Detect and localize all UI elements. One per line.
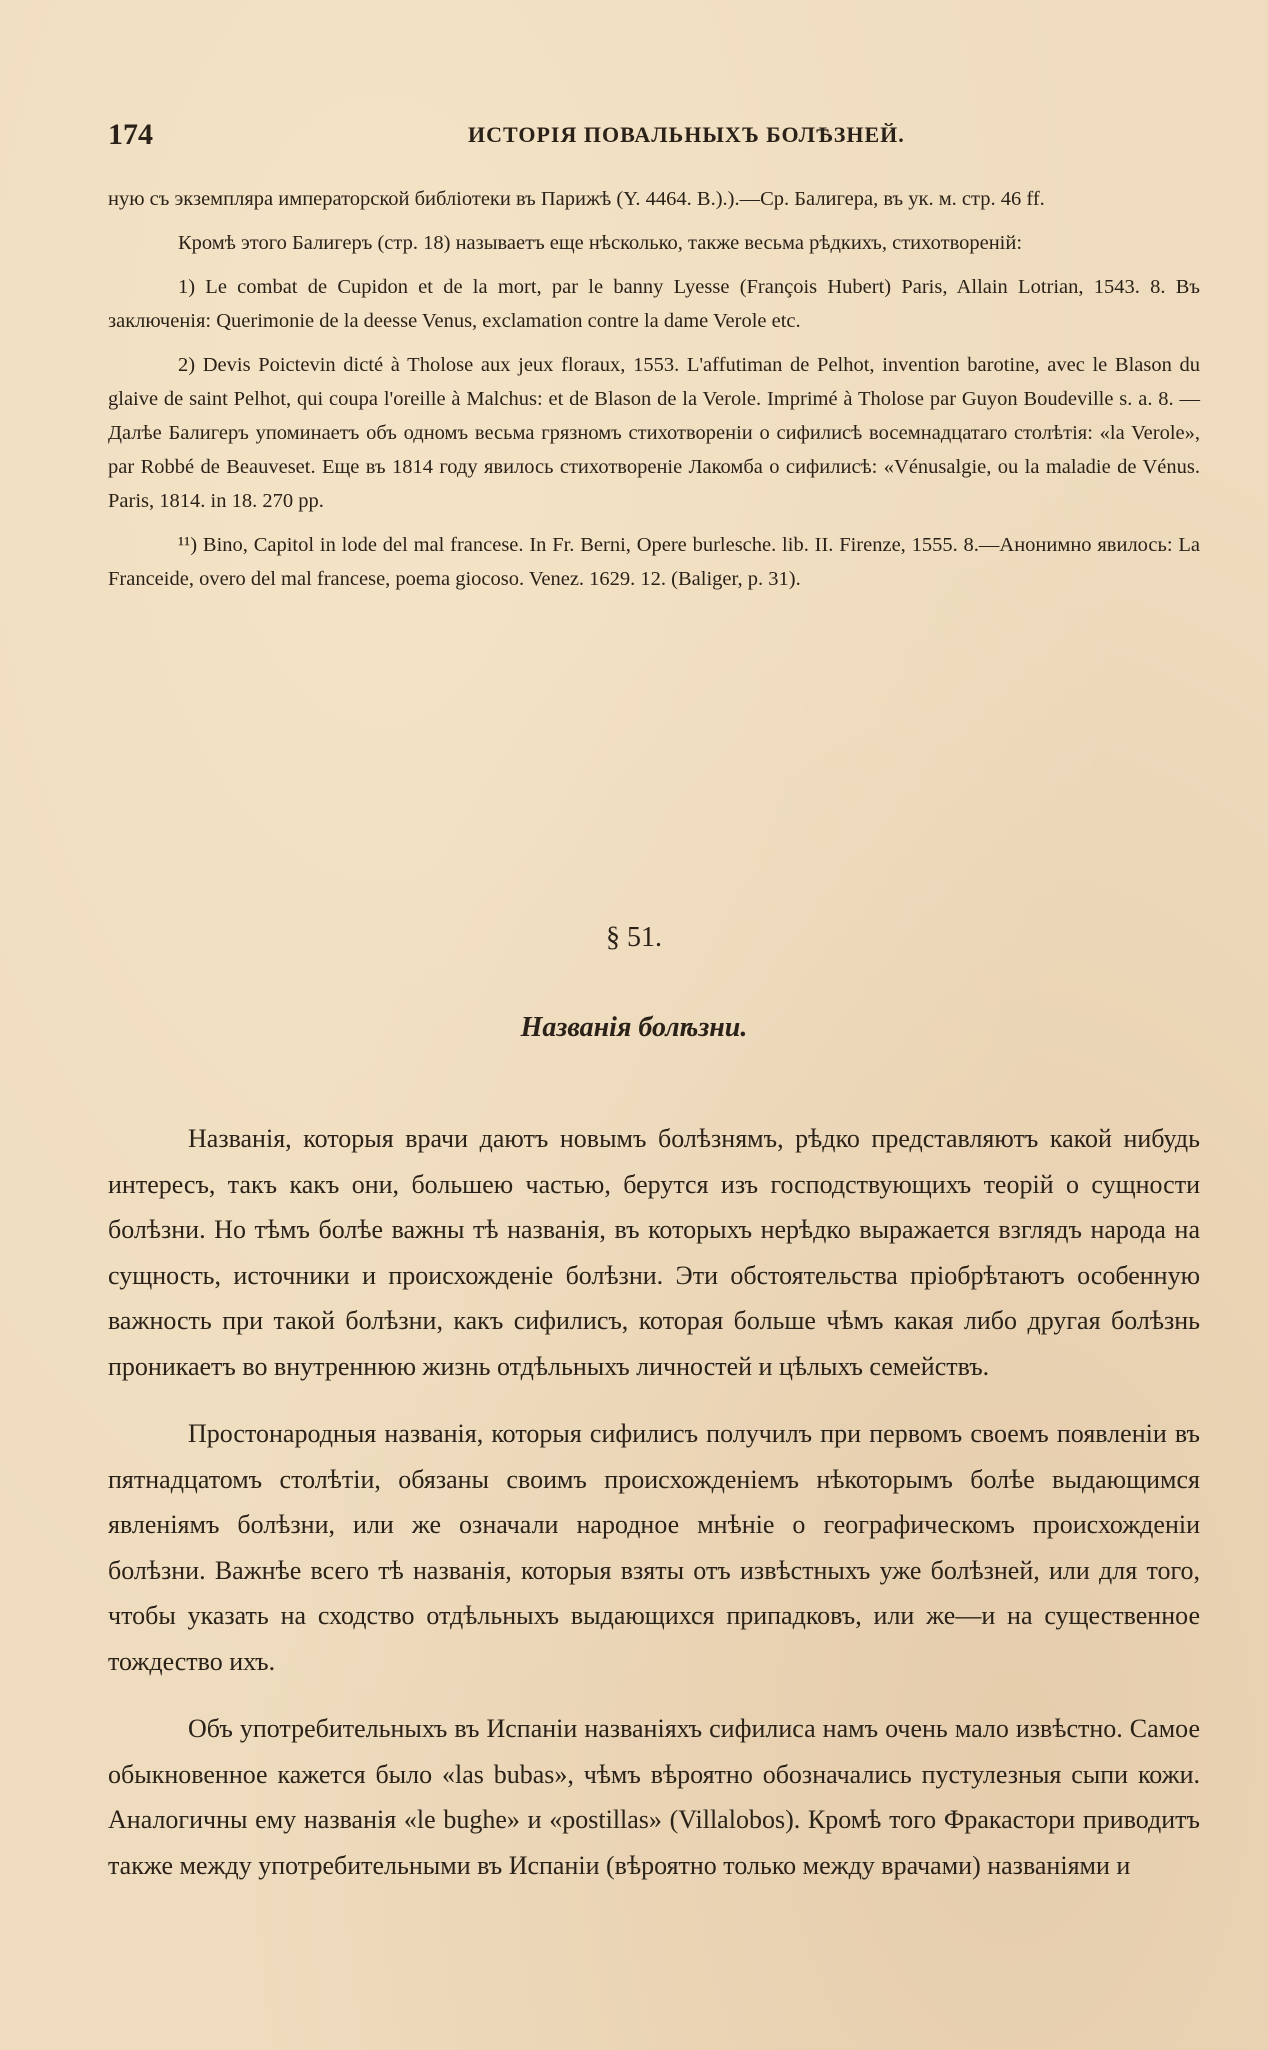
footnote-paragraph: 1) Le combat de Cupidon et de la mort, par le banny Lyesse (François Hubert) Paris, Allain Lotrian, 1543. 8. Въ заключенія: Querimonie de la deesse Venus, exclamation contre la dame Verole etc. — [108, 276, 1200, 332]
body-paragraph: Простонародныя названія, которыя сифилисъ получилъ при первомъ своемъ появленіи въ пятнадцатомъ столѣтіи, обязаны своимъ происхожденіемъ нѣкоторымъ болѣе выдающимся явленіямъ болѣзни, или же означали народное мнѣніе о географическомъ происхожденіи болѣзни. Важнѣе всего тѣ названія, которыя взяты отъ извѣстныхъ уже болѣзней, или для того, чтобы указать на сходство отдѣльныхъ выдающихся припадковъ, или же—и на существенное тождество ихъ. — [108, 1419, 1200, 1676]
footnotes-block — [108, 182, 1200, 606]
page-header — [108, 118, 1200, 158]
body-paragraph: Объ употребительныхъ въ Испаніи названіяхъ сифилиса намъ очень мало извѣстно. Самое обыкновенное кажется было «las bubas», чѣмъ вѣроятно обозначались пустулезныя сыпи кожи. Аналогичны ему названія «le bughe» и «postillas» (Villalobos). Кромѣ того Фракастори приводитъ также между употребительными въ Испаніи (вѣроятно только между врачами) названіями и — [108, 1714, 1200, 1880]
running-title: ИСТОРІЯ ПОВАЛЬНЫХЪ БОЛѢЗНЕЙ. — [468, 122, 905, 147]
main-text — [108, 1116, 1200, 1910]
page-number: 174 — [108, 118, 153, 151]
footnote-paragraph: Кромѣ этого Балигеръ (стр. 18) называетъ еще нѣсколько, также весьма рѣдкихъ, стихотвореній: — [178, 232, 1023, 254]
section-title: Названія болѣзни. — [520, 1012, 748, 1043]
footnote-paragraph: ную съ экземпляра императорской библіотеки въ Парижѣ (Y. 4464. B.).).—Ср. Балигера, въ ук. м. стр. 46 ff. — [108, 188, 1045, 210]
footnote-paragraph: 2) Devis Poictevin dicté à Tholose aux jeux floraux, 1553. L'affutiman de Pelhot, invention barotine, avec le Blason du glaive de saint Pelhot, qui coupa l'oreille à Malchus: et de Blason de la Verole. Imprimé à Tholose par Guyon Boudeville s. a. 8. — Далѣе Балигеръ упоминаетъ объ одномъ весьма грязномъ стихотвореніи о сифилисѣ восемнадцатаго столѣтія: «la Verole», par Robbé de Beauveset. Еще въ 1814 году явилось стихотвореніе Лакомба о сифилисѣ: «Vénusalgie, ou la maladie de Vénus. Paris, 1814. in 18. 270 pp. — [108, 354, 1200, 512]
section-number: § 51. — [606, 922, 662, 953]
body-paragraph: Названія, которыя врачи даютъ новымъ болѣзнямъ, рѣдко представляютъ какой нибудь интересъ, такъ какъ они, большею частью, берутся изъ господствующихъ теорій о сущности болѣзни. Но тѣмъ болѣе важны тѣ названія, въ которыхъ нерѣдко выражается взглядъ народа на сущность, источники и происхожденіе болѣзни. Эти обстоятельства пріобрѣтаютъ особенную важность при такой болѣзни, какъ сифилисъ, которая больше чѣмъ какая либо другая болѣзнь проникаетъ во внутреннюю жизнь отдѣльныхъ личностей и цѣлыхъ семействъ. — [108, 1124, 1200, 1381]
footnote-paragraph: ¹¹) Bino, Capitol in lode del mal francese. In Fr. Berni, Opere burlesche. lib. II. Firenze, 1555. 8.—Анонимно явилось: La Franceide, overo del mal francese, poema giocoso. Venez. 1629. 12. (Baliger, p. 31). — [108, 534, 1200, 590]
